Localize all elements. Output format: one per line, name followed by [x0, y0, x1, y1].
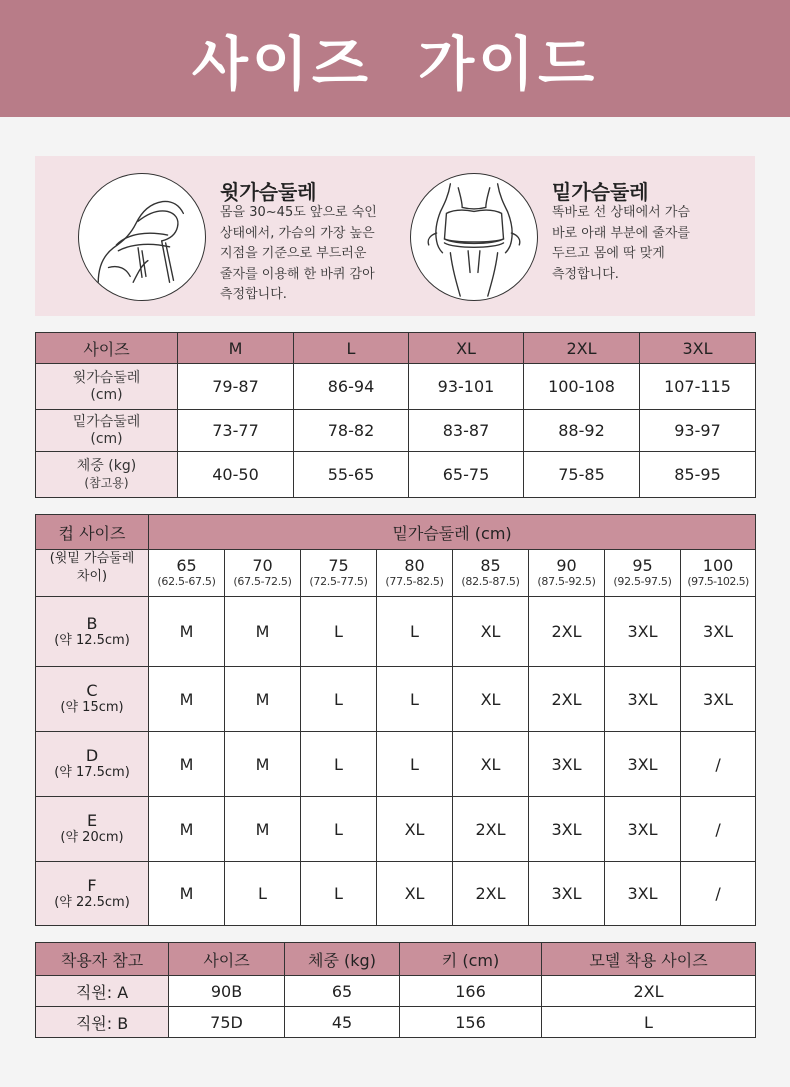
- band-group-header: 밑가슴둘레 (cm): [149, 515, 756, 550]
- row-label-sub: (cm): [90, 430, 123, 447]
- table-row: [36, 732, 756, 797]
- page-header: [0, 0, 790, 117]
- table-cell: 85-95: [640, 452, 756, 498]
- table-cell: XL: [453, 667, 529, 732]
- size-header-row: [36, 333, 756, 364]
- wearer-header-cell: 사이즈: [169, 943, 285, 976]
- table-cell: 3XL: [605, 597, 681, 667]
- table-row: [36, 862, 756, 926]
- table-cell: 156: [400, 1007, 542, 1038]
- table-cell: M: [149, 667, 225, 732]
- table-cell: 166: [400, 976, 542, 1007]
- table-cell: 3XL: [529, 732, 605, 797]
- table-cell: 3XL: [681, 597, 756, 667]
- table-cell: M: [225, 732, 301, 797]
- row-label-main: 밑가슴둘레: [72, 413, 141, 430]
- table-cell: 86-94: [294, 364, 409, 410]
- table-cell: 93-101: [409, 364, 524, 410]
- table-cell: 2XL: [453, 797, 529, 862]
- band-header-row: [36, 550, 756, 597]
- table-row: [36, 797, 756, 862]
- table-cell: M: [149, 597, 225, 667]
- table-cell: XL: [453, 732, 529, 797]
- band-range: (77.5-82.5): [385, 575, 444, 588]
- table-cell: XL: [453, 597, 529, 667]
- table-cell: M: [149, 732, 225, 797]
- table-cell: 40-50: [178, 452, 294, 498]
- wearer-header-cell: 키 (cm): [400, 943, 542, 976]
- row-label: [36, 452, 178, 498]
- wearer-header-cell: 체중 (kg): [285, 943, 400, 976]
- row-label-main: 윗가슴둘레: [72, 369, 141, 386]
- table-cell: M: [149, 862, 225, 926]
- table-cell: XL: [377, 797, 453, 862]
- band-value: 85: [480, 556, 501, 575]
- wearer-header-cell: 착용자 참고: [36, 943, 169, 976]
- table-cell: 2XL: [542, 976, 756, 1007]
- cup-diff: (약 20cm): [60, 830, 124, 845]
- upper-chest-measure-icon: [78, 173, 206, 301]
- table-cell: 107-115: [640, 364, 756, 410]
- size-header-cell: 3XL: [640, 333, 756, 364]
- size-header-cell: L: [294, 333, 409, 364]
- band-cell: [377, 550, 453, 597]
- table-row: [36, 667, 756, 732]
- band-range: (62.5-67.5): [157, 575, 216, 588]
- band-cell: [681, 550, 756, 597]
- table-cell: L: [301, 797, 377, 862]
- upper-chest-text: 몸을 30~45도 앞으로 숙인 상태에서, 가슴의 가장 높은 지점을 기준으로 부드러운 줄자를 이용해 한 바퀴 감아 측정합니다.: [220, 205, 377, 302]
- measurement-guide: [35, 156, 755, 316]
- table-cell: 45: [285, 1007, 400, 1038]
- upper-chest-title: 윗가슴둘레: [220, 180, 317, 204]
- band-cell: [149, 550, 225, 597]
- table-cell: L: [301, 667, 377, 732]
- wearer-header-cell: 모델 착용 사이즈: [542, 943, 756, 976]
- table-cell: M: [149, 797, 225, 862]
- table-cell: 83-87: [409, 410, 524, 452]
- table-cell: M: [225, 797, 301, 862]
- under-chest-text: 똑바로 선 상태에서 가슴 바로 아래 부분에 줄자를 두르고 몸에 딱 맞게 측정합니다.: [552, 205, 690, 282]
- under-chest-title: 밑가슴둘레: [552, 180, 649, 204]
- table-cell: 3XL: [605, 797, 681, 862]
- cup-letter: E: [86, 811, 98, 830]
- band-value: 80: [404, 556, 425, 575]
- band-range: (97.5-102.5): [687, 575, 749, 588]
- table-cell: 3XL: [605, 732, 681, 797]
- size-header-cell: M: [178, 333, 294, 364]
- cup-diff: (약 22.5cm): [54, 894, 130, 910]
- band-cell: [225, 550, 301, 597]
- cup-label: [36, 667, 149, 732]
- table-cell: 2XL: [529, 597, 605, 667]
- table-cell: L: [301, 597, 377, 667]
- band-value: 90: [556, 556, 577, 575]
- table-cell: 2XL: [453, 862, 529, 926]
- table-cell: 3XL: [605, 667, 681, 732]
- band-range: (72.5-77.5): [309, 575, 368, 588]
- table-cell: 3XL: [681, 667, 756, 732]
- table-cell: 3XL: [605, 862, 681, 926]
- table-cell: 93-97: [640, 410, 756, 452]
- table-cell: L: [225, 862, 301, 926]
- page-title: 사이즈 가이드: [191, 29, 599, 98]
- wearer-reference-table: [35, 942, 756, 1038]
- band-cell: [605, 550, 681, 597]
- wearer-header-row: [36, 943, 756, 976]
- wearer-label: 직원: B: [36, 1007, 169, 1038]
- table-cell: 75-85: [524, 452, 640, 498]
- wearer-label: 직원: A: [36, 976, 169, 1007]
- band-cell: [301, 550, 377, 597]
- table-cell: L: [377, 597, 453, 667]
- cup-letter: F: [87, 875, 97, 895]
- table-cell: /: [681, 862, 756, 926]
- cup-label: [36, 797, 149, 862]
- row-label: [36, 410, 178, 452]
- table-row: [36, 976, 756, 1007]
- band-value: 95: [632, 556, 653, 575]
- band-range: (82.5-87.5): [461, 575, 520, 588]
- table-cell: L: [377, 667, 453, 732]
- table-cell: /: [681, 732, 756, 797]
- band-cell: [529, 550, 605, 597]
- table-cell: 79-87: [178, 364, 294, 410]
- cup-label: [36, 597, 149, 667]
- table-cell: 90B: [169, 976, 285, 1007]
- band-range: (67.5-72.5): [233, 575, 292, 588]
- cup-header-row: [36, 515, 756, 550]
- table-cell: 3XL: [529, 797, 605, 862]
- size-table: [35, 332, 756, 498]
- band-value: 65: [176, 556, 197, 575]
- table-cell: L: [377, 732, 453, 797]
- table-cell: /: [681, 797, 756, 862]
- table-cell: 100-108: [524, 364, 640, 410]
- table-cell: XL: [377, 862, 453, 926]
- table-cell: 3XL: [529, 862, 605, 926]
- table-cell: L: [301, 862, 377, 926]
- row-label-sub: (cm): [90, 386, 123, 403]
- cup-letter: C: [86, 681, 98, 700]
- table-cell: 88-92: [524, 410, 640, 452]
- row-label-main: 체중 (kg): [76, 457, 137, 474]
- cup-corner-title: 컵 사이즈: [36, 515, 149, 550]
- table-cell: 65: [285, 976, 400, 1007]
- table-row: [36, 452, 756, 498]
- under-chest-measure-icon: [410, 173, 538, 301]
- cup-corner-sub: (윗밑 가슴둘레 차이): [36, 550, 149, 597]
- band-value: 70: [252, 556, 273, 575]
- row-label: [36, 364, 178, 410]
- cup-diff: (약 12.5cm): [54, 632, 130, 648]
- table-row: [36, 597, 756, 667]
- band-range: (92.5-97.5): [613, 575, 672, 588]
- table-row: [36, 364, 756, 410]
- cup-letter: B: [86, 613, 98, 633]
- table-cell: 65-75: [409, 452, 524, 498]
- cup-diff: (약 17.5cm): [54, 765, 130, 780]
- table-cell: L: [301, 732, 377, 797]
- table-cell: M: [225, 667, 301, 732]
- cup-size-table: [35, 514, 756, 926]
- band-range: (87.5-92.5): [537, 575, 596, 588]
- size-header-cell: 2XL: [524, 333, 640, 364]
- band-cell: [453, 550, 529, 597]
- size-header-cell: XL: [409, 333, 524, 364]
- table-cell: 2XL: [529, 667, 605, 732]
- table-cell: 73-77: [178, 410, 294, 452]
- cup-label: [36, 732, 149, 797]
- band-value: 100: [702, 556, 734, 575]
- cup-label: [36, 862, 149, 926]
- table-cell: 78-82: [294, 410, 409, 452]
- band-value: 75: [328, 556, 349, 575]
- table-row: [36, 1007, 756, 1038]
- table-cell: L: [542, 1007, 756, 1038]
- table-cell: 55-65: [294, 452, 409, 498]
- row-label-sub: (참고용): [84, 475, 129, 490]
- size-header-label: 사이즈: [36, 333, 178, 364]
- table-cell: M: [225, 597, 301, 667]
- table-cell: 75D: [169, 1007, 285, 1038]
- table-row: [36, 410, 756, 452]
- cup-diff: (약 15cm): [60, 700, 124, 715]
- cup-letter: D: [85, 746, 99, 765]
